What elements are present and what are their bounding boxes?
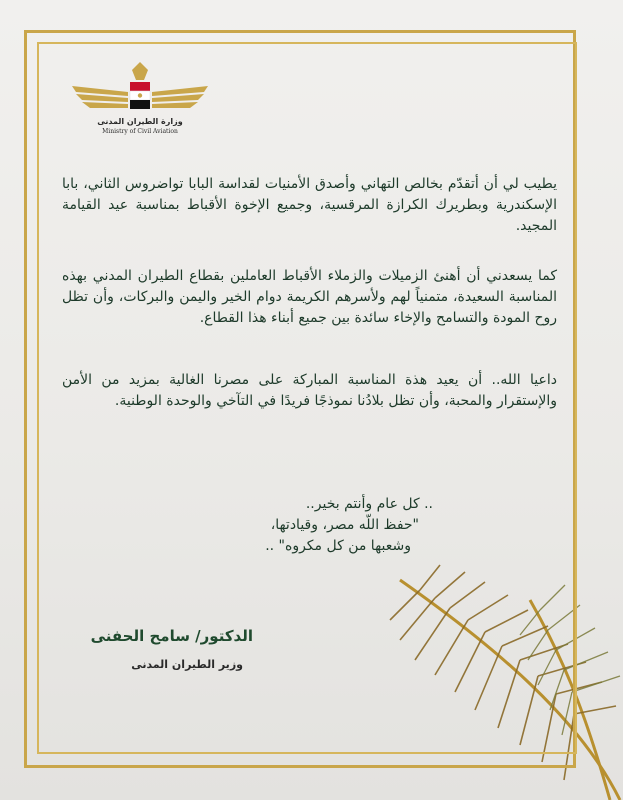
closing-line-3: وشعبها من كل مكروه" .. bbox=[265, 538, 411, 554]
letter-paragraph-3: داعيا الله.. أن يعيد هذة المناسبة المباركة على مصرنا الغالية بمزيد من الأمن والإستقرار والمحبة، وأن تظل بلادُنا نموذجًا فريدًا في التآخي والوحدة الوطنية. bbox=[62, 372, 557, 409]
letter-paragraph-1: يطيب لي أن أتقدّم بخالص التهاني وأصدق الأمنيات لقداسة البابا تواضروس الثاني، بابا الإسكندرية وبطريرك الكرازة المرقسية، وجميع الإخوة الأقباط بمناسبة عيد القيامة المجيد. bbox=[62, 176, 557, 234]
letter-paragraph-2: كما يسعدني أن أهنئ الزميلات والزملاء الأقباط العاملين بقطاع الطيران المدني بهذه المناسبة السعيدة، متمنياً لهم ولأسرهم الكريمة دوام الخير واليمن والبركات، وأن تظل روح المودة والتسامح والإخاء سائدة بين جميع أبناء هذا القطاع. bbox=[62, 268, 557, 326]
closing-line-1: .. كل عام وأنتم بخير.. bbox=[305, 496, 433, 512]
logo-caption-arabic: وزارة الطيران المدنى bbox=[97, 117, 183, 126]
closing-line-2: "حفظ اللّه مصر، وقيادتها، bbox=[270, 517, 419, 533]
signature-name: الدكتور/ سامح الحفنى bbox=[90, 627, 253, 645]
closing-greeting bbox=[113, 494, 433, 557]
signature-title: وزير الطيران المدنى bbox=[131, 658, 243, 671]
logo-caption-english: Ministry of Civil Aviation bbox=[102, 128, 178, 135]
